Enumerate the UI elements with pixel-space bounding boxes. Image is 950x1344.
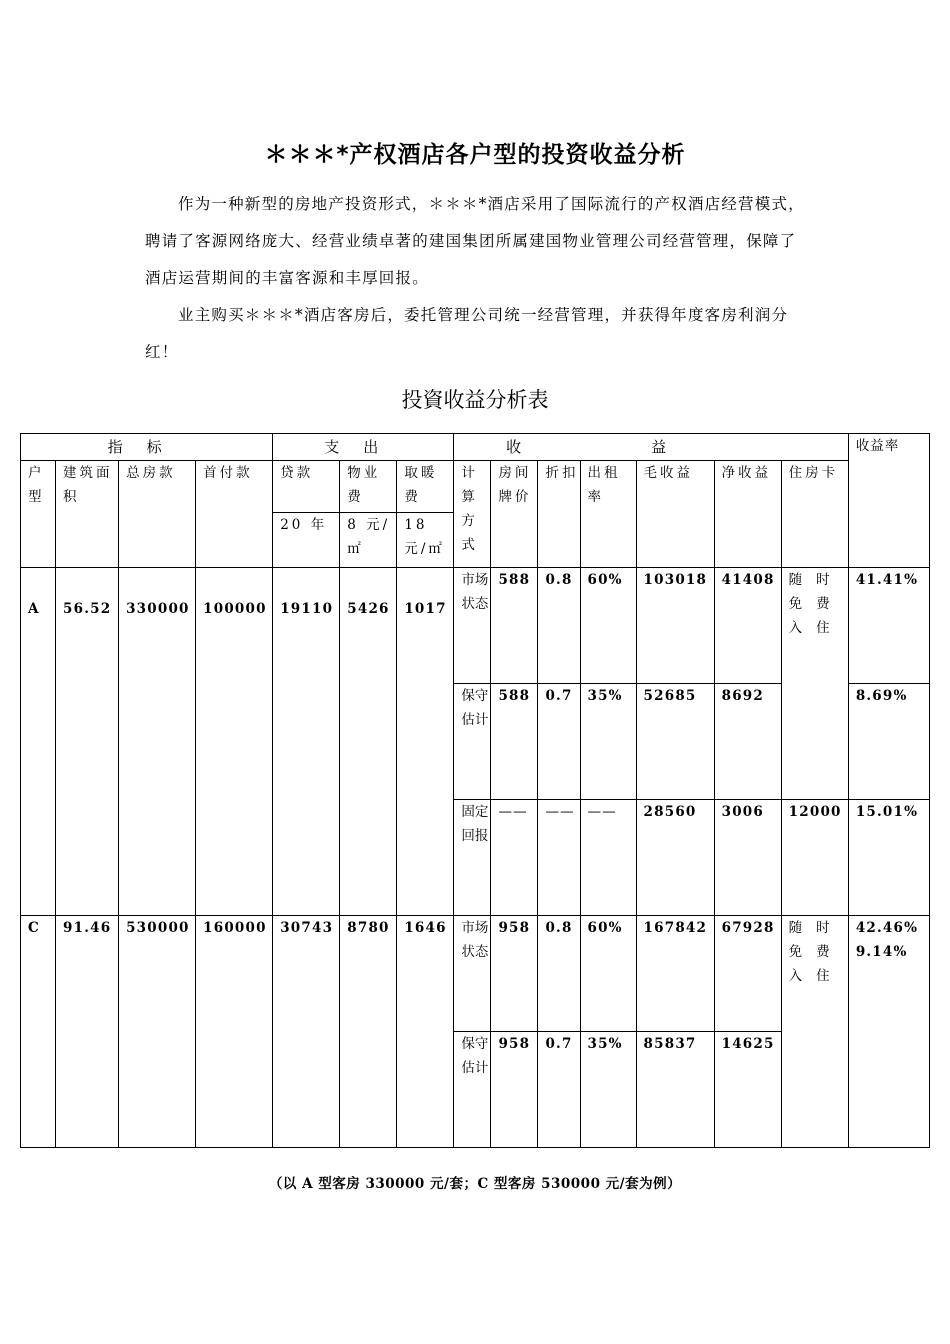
row-a-type: A: [21, 568, 56, 916]
row-a-calc-conservative: 保守估计: [454, 684, 491, 800]
row-c-calc-conservative: 保守估计: [454, 1032, 491, 1148]
owner-paragraph: 业主购买＊＊＊*酒店客房后，委托管理公司统一经营管理，并获得年度客房利润分红！: [145, 306, 789, 361]
row-a-card: 随时免费入住: [781, 568, 848, 800]
row-a-discount-fixed: ——: [538, 800, 580, 916]
investment-table: [20, 433, 930, 1146]
row-c-total: 530000: [119, 916, 196, 1148]
header-total: 总房款: [119, 461, 196, 568]
row-a-gross-market: 103018: [636, 568, 714, 684]
header-occupancy: 出租率: [580, 461, 636, 568]
row-a-card-fixed: 12000: [781, 800, 848, 916]
row-c-price-conservative: 958: [491, 1032, 538, 1148]
row-c-occupancy-market: 60%: [580, 916, 636, 1032]
table-footnote: （以 A 型客房 330000 元/套；C 型客房 530000 元/套为例）: [268, 1176, 682, 1192]
header-heating-rate: 18 元/㎡: [397, 513, 454, 568]
row-a-net-conservative: 8692: [714, 684, 781, 800]
header-card: 住房卡: [781, 461, 848, 568]
row-c-yield-conservative: 9.14%: [855, 944, 908, 960]
header-loan-term: 20 年: [273, 513, 340, 568]
intro-paragraph: 作为一种新型的房地产投资形式，＊＊＊*酒店采用了国际流行的产权酒店经营模式，聘请了客源网络庞大、经营业绩卓著的建国集团所属建国物业管理公司经营管理，保障了酒店运营期间的丰富客源和丰厚回报。: [145, 195, 805, 287]
row-c-heating: 1646: [397, 916, 454, 1148]
row-c-price-market: 958: [491, 916, 538, 1032]
row-c-occupancy-conservative: 35%: [580, 1032, 636, 1148]
row-c-gross-conservative: 85837: [636, 1032, 714, 1148]
header-area: 建筑面积: [56, 461, 119, 568]
header-down: 首付款: [196, 461, 273, 568]
row-a-net-fixed: 3006: [714, 800, 781, 916]
row-c-discount-market: 0.8: [538, 916, 580, 1032]
row-a-occupancy-conservative: 35%: [580, 684, 636, 800]
row-c-card: 随时免费入住: [781, 916, 848, 1148]
row-a-occupancy-market: 60%: [580, 568, 636, 684]
header-yield: 收益率: [848, 434, 929, 568]
row-c-yield-market: 42.46%: [855, 920, 919, 936]
row-a-price-market: 588: [491, 568, 538, 684]
header-property-rate: 8 元/㎡: [340, 513, 397, 568]
row-a-total: 330000: [119, 568, 196, 916]
row-c-net-market: 67928: [714, 916, 781, 1032]
row-c-yield: [848, 916, 929, 1148]
group-expenses: 支出: [273, 434, 454, 461]
header-loan: 贷款: [273, 461, 340, 513]
row-a-yield-market: 41.41%: [848, 568, 929, 684]
header-net: 净收益: [714, 461, 781, 568]
row-a-calc-market: 市场状态: [454, 568, 491, 684]
row-a-gross-conservative: 52685: [636, 684, 714, 800]
row-a-net-market: 41408: [714, 568, 781, 684]
row-a-discount-conservative: 0.7: [538, 684, 580, 800]
group-income: 收益: [454, 434, 848, 461]
row-a-price-fixed: ——: [491, 800, 538, 916]
row-c-calc-market: 市场状态: [454, 916, 491, 1032]
header-calc: 计算方式: [454, 461, 491, 568]
row-a-price-conservative: 588: [491, 684, 538, 800]
row-c-net-conservative: 14625: [714, 1032, 781, 1148]
header-property: 物业费: [340, 461, 397, 513]
row-a-property: 5426: [340, 568, 397, 916]
row-a-calc-fixed: 固定回报: [454, 800, 491, 916]
row-a-discount-market: 0.8: [538, 568, 580, 684]
row-a-loan: 19110: [273, 568, 340, 916]
row-a-down: 100000: [196, 568, 273, 916]
header-heating: 取暖费: [397, 461, 454, 513]
document-title: ＊＊＊*产权酒店各户型的投资收益分析: [264, 142, 686, 168]
header-price: 房间牌价: [491, 461, 538, 568]
header-type: 户型: [21, 461, 56, 568]
row-c-area: 91.46: [56, 916, 119, 1148]
row-a-yield-fixed: 15.01%: [848, 800, 929, 916]
row-a-area: 56.52: [56, 568, 119, 916]
group-indicators: 指标: [21, 434, 273, 461]
row-c-discount-conservative: 0.7: [538, 1032, 580, 1148]
row-a-heating: 1017: [397, 568, 454, 916]
row-c-type: C: [21, 916, 56, 1148]
row-a-gross-fixed: 28560: [636, 800, 714, 916]
header-discount: 折扣: [538, 461, 580, 568]
table-title: 投資收益分析表: [401, 388, 549, 412]
row-c-loan: 30743: [273, 916, 340, 1148]
row-c-property: 8780: [340, 916, 397, 1148]
row-a-occupancy-fixed: ——: [580, 800, 636, 916]
header-gross: 毛收益: [636, 461, 714, 568]
row-c-gross-market: 167842: [636, 916, 714, 1032]
row-c-down: 160000: [196, 916, 273, 1148]
row-a-yield-conservative: 8.69%: [848, 684, 929, 800]
